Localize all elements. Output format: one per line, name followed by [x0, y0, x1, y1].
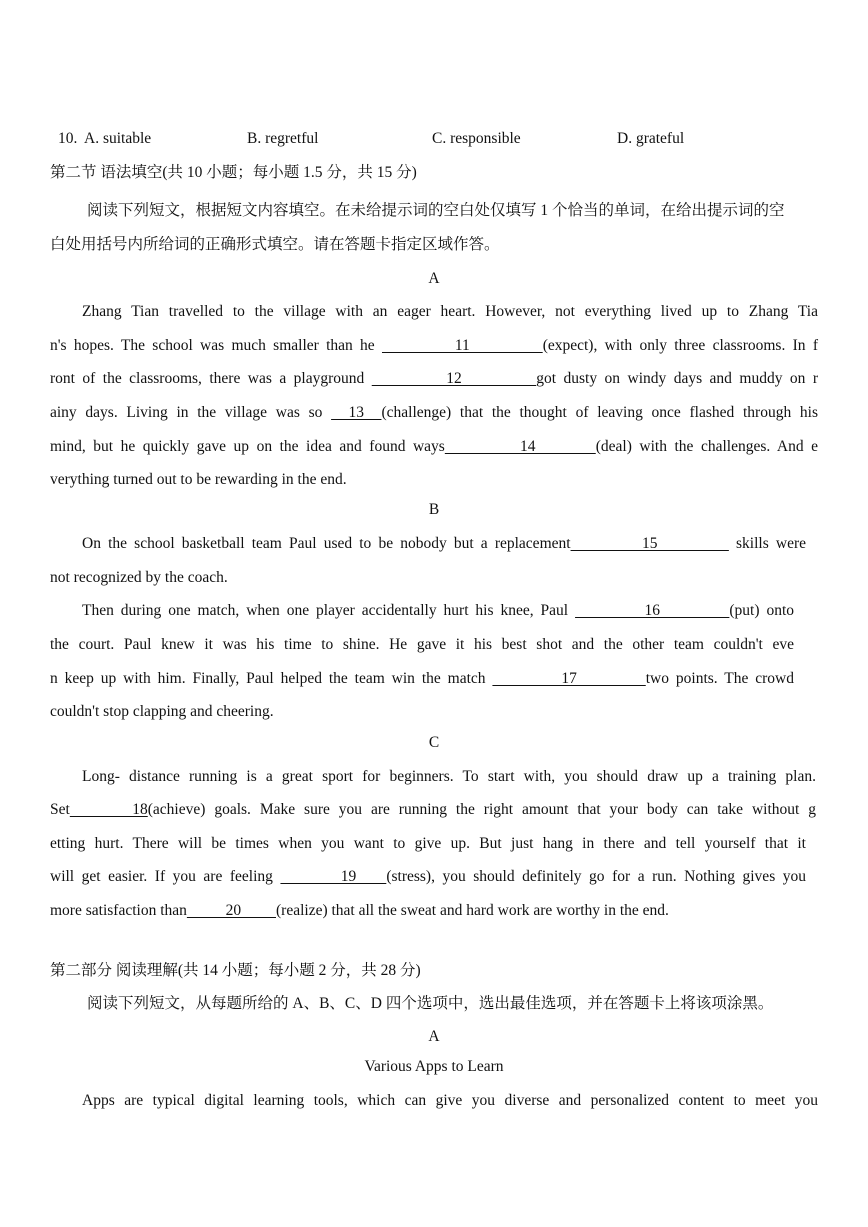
passage-line: etting hurt. There will be times when you want to give up. But just hang in there and tell yourself that it: [50, 835, 806, 852]
instruction-line: 阅读下列短文，从每题所给的 A、B、C、D 四个选项中，选出最佳选项，并在答题卡上将该项涂黑。: [87, 995, 774, 1012]
passage-label: A: [428, 1028, 440, 1045]
passage-line: will get easier. If you are feeling 19 (stress), you should definitely go for a run. Nothing gives you: [50, 868, 806, 885]
passage-line: Apps are typical digital learning tools, which can give you diverse and personalized content to meet you: [82, 1092, 818, 1109]
passage-title: Various Apps to Learn: [364, 1058, 504, 1075]
q10-option-b: B. regretful: [247, 130, 319, 147]
passage-label: C: [428, 734, 440, 751]
instruction-line: 白处用括号内所给词的正确形式填空。请在答题卡指定区域作答。: [50, 236, 500, 253]
passage-line: ront of the classrooms, there was a playground 12 got dusty on windy days and muddy on r: [50, 370, 819, 387]
blank-18[interactable]: 18: [69, 801, 148, 818]
blank-13[interactable]: 13: [331, 404, 382, 421]
q10-number: 10.: [58, 130, 78, 147]
passage-line: more satisfaction than 20 (realize) that all the sweat and hard work are worthy in the end.: [50, 902, 669, 919]
passage-line: couldn't stop clapping and cheering.: [50, 703, 274, 720]
passage-line: mind, but he quickly gave up on the idea and found ways 14 (deal) with the challenges. And e: [50, 438, 819, 455]
blank-20[interactable]: 20: [186, 902, 276, 919]
passage-line: Then during one match, when one player accidentally hurt his knee, Paul 16 (put) onto: [82, 602, 795, 619]
blank-19[interactable]: 19: [280, 868, 387, 885]
passage-line: not recognized by the coach.: [50, 569, 228, 586]
blank-15[interactable]: 15: [570, 535, 729, 552]
blank-17[interactable]: 17: [492, 670, 646, 687]
passage-line: the court. Paul knew it was his time to shine. He gave it his best shot and the other team couldn't eve: [50, 636, 794, 653]
blank-12[interactable]: 12: [371, 370, 537, 387]
q10-option-a: A. suitable: [84, 130, 152, 147]
blank-14[interactable]: 14: [444, 438, 596, 455]
passage-line: On the school basketball team Paul used to be nobody but a replacement 15 skills were: [82, 535, 806, 552]
passage-line: Set 18(achieve) goals. Make sure you are running the right amount that your body can take without g: [50, 801, 816, 818]
passage-line: n's hopes. The school was much smaller than he 11 (expect), with only three classrooms. In f: [50, 337, 818, 354]
q10-option-c: C. responsible: [432, 130, 521, 147]
instruction-line: 阅读下列短文，根据短文内容填空。在未给提示词的空白处仅填写 1 个恰当的单词，在给出提示词的空: [87, 202, 785, 219]
passage-line: n keep up with him. Finally, Paul helped the team win the match 17 two points. The crowd: [50, 670, 794, 687]
passage-line: ainy days. Living in the village was so 13 (challenge) that the thought of leaving once flashed through his: [50, 404, 819, 421]
blank-11[interactable]: 11: [381, 337, 543, 354]
passage-label: A: [428, 270, 440, 287]
section-header-reading: 第二部分 阅读理解(共 14 小题；每小题 2 分，共 28 分): [50, 962, 421, 979]
passage-line: Zhang Tian travelled to the village with an eager heart. However, not everything lived up to Zhang Tia: [82, 303, 818, 320]
passage-label: B: [428, 501, 440, 518]
blank-16[interactable]: 16: [575, 602, 730, 619]
q10-option-d: D. grateful: [617, 130, 685, 147]
section-header-grammar: 第二节 语法填空(共 10 小题；每小题 1.5 分，共 15 分): [50, 164, 417, 181]
passage-line: verything turned out to be rewarding in the end.: [50, 471, 347, 488]
passage-line: Long- distance running is a great sport for beginners. To start with, you should draw up a training plan.: [82, 768, 816, 785]
